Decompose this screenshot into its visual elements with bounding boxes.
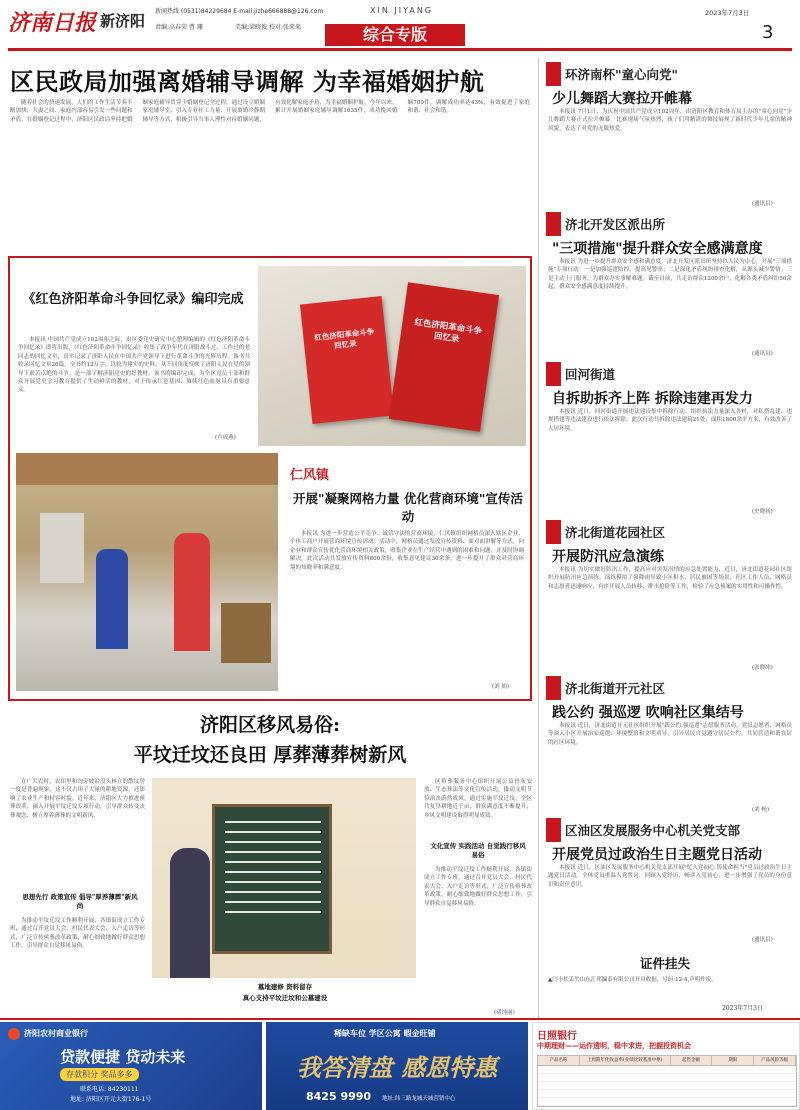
right-story-bar (546, 212, 792, 236)
renhe-body: 本报讯 为进一步营造公平竞争、诚信守法的营商环境，仁风镇组织网格员深入辖区企业、个体工商户开展营商环境宣传活动。活动中，网格员通过发放宣传资料、面对面讲解等方式，向企业和群众宣传优化营商环境相关政策，收集企业在生产经营中遇到的困难和问题，并及时协调解决。此次活动共发放宣传资料800余份，收集意见建议30余条，进一步提升了群众对营商环境的知晓率和满意度。 (290, 531, 524, 571)
photo-person-red (174, 533, 210, 651)
notice-text: ▲闫小松丢失山东汇邦瀛泰有限公司开具收据，号码:12-4,声明作废。 (548, 977, 717, 983)
right-story-headline: 自拆助拆齐上阵 拆除违建再发力 (552, 391, 753, 407)
right-story-body: 本报讯 为进一步提升群众安全感和满意度，济北开发区派出所坚持以人民为中心，开展"三项措施"专项行动：一是加强巡逻防控，提高见警率；二是深化矛盾纠纷排查化解，从源头减少警情；三是主动上门服务，为群众办实事解难题。截至目前，共走访群众1200余户，化解各类矛盾纠纷50余起，群众安全感满意度持续提升。 (548, 259, 792, 291)
book-cover-2 (389, 282, 499, 431)
photo-window (40, 513, 84, 583)
realty-ad[interactable] (266, 1022, 528, 1110)
right-story-byline: (通讯员) (752, 201, 773, 207)
custom-body-1: 在广大农村，农田里和沟旁坡沿没头林立的散坟曾一度是普遍现象，这不仅占用了大量的耕地资源，还影响了农业生产和村容村貌。近年来，济阳区大力推进殡葬改革，深入开展平坟迁坟专项行动，引导群众转变丧葬观念，树立厚养薄葬的文明新风。 (10, 779, 145, 819)
custom-byline: (褚纯丽) (494, 1010, 515, 1016)
right-story-kicker: 回河街道 (565, 367, 616, 382)
photo-counter (221, 603, 271, 663)
realty-addr: 地址:纬三路龙城天城营销中心 (382, 1096, 456, 1102)
bank-tel: 联系电话: 84230111 (80, 1086, 139, 1093)
custom-headline-1: 济阳区移风易俗: (199, 714, 340, 736)
issue-date: 2023年7月3日 (705, 9, 750, 17)
page-number: 3 (762, 22, 774, 43)
bank-name: 济阳农村商业银行 (24, 1029, 88, 1038)
bank2-table-header-cell: 起售金额 (671, 1056, 713, 1065)
bank-addr: 地址: 济阳区开元大街176-1号 (70, 1096, 152, 1103)
photo-person-blue (96, 549, 128, 649)
custom-photo-caption-1: 墓地建修 资料留存 (257, 983, 313, 991)
notice-title: 证件挂失 (640, 956, 691, 971)
right-column-rule (538, 58, 539, 1020)
right-story-headline: 践公约 强巡逻 吹响社区集结号 (552, 705, 744, 721)
right-story-bar (546, 676, 792, 700)
lead-headline: 区民政局加强离婚辅导调解 为幸福婚姻护航 (10, 67, 485, 96)
right-story-kicker: 济北开发区派出所 (565, 217, 666, 232)
right-story-headline: 开展防汛应急演练 (552, 549, 664, 565)
book-byline: (卢成燕) (215, 435, 236, 441)
book-cover-1-title: 红色济阳革命斗争回忆录 (314, 327, 375, 351)
editor-line: 责编:高春荣 曹 珊 (155, 24, 203, 31)
bank-sub: 存款积分 奖品多多 (60, 1068, 139, 1081)
bank2-table-header-cell: 上周期年化收益率(业绩比较基准中枢) (580, 1056, 671, 1065)
photo-board-text (225, 821, 321, 823)
right-story-bar (546, 62, 792, 86)
book-photo (258, 266, 526, 446)
bank-logo-icon (8, 1028, 20, 1040)
photo-person-back (170, 848, 210, 978)
custom-body-3: 区殡葬服务中心组织开展公益骨灰安放、生态葬法等文化宣传活动，推动文明节俭治丧蔚然成风。通过实施平坟迁坟，全区共复垦耕地近千亩，群众满意度不断提升，乡风文明建设取得明显成效。 (424, 779, 532, 819)
custom-sub-2: 文化宣传 实践活动 自觉践行移风易俗 (430, 842, 526, 859)
right-story-bar (546, 520, 792, 544)
right-story-headline: 开展党员过政治生日主题党日活动 (552, 847, 762, 863)
realty-title: 我答清盘 感恩特惠 (296, 1053, 498, 1082)
pinyin: XIN JIYANG (370, 6, 434, 15)
custom-photo-caption-2: 真心支持平坟迁坟和公墓建设 (242, 994, 328, 1002)
right-story-body: 本报讯 近日，济北街道开元社区组织开展"践公约 强巡逻"志愿服务活动，党员志愿者、网格员等深入小区开展治安巡逻、环境整治和文明劝导，引导居民自觉遵守居民公约，共同营造和谐宜居的社区环境。 (548, 723, 792, 746)
right-story-headline: "三项措施"提升群众安全感满意度 (552, 241, 763, 257)
renhe-photo (16, 453, 278, 691)
masthead-rule (8, 48, 792, 51)
renhe-kicker: 仁风镇 (290, 468, 330, 483)
right-story-byline: (通讯员) (752, 351, 773, 357)
right-story-byline: (史晓扬) (752, 509, 773, 515)
realty-tel: 8425 9990 (306, 1090, 372, 1103)
bank2-name: 日照银行 (537, 1031, 577, 1042)
right-story-body: 本报讯 近日，回河街道开展违法建设集中拆除行动，组织执法力量深入各村，对私搭乱建、违规搭建等违法建设进行依法拆除。此次行动共拆除违法建筑21处，面积1800余平方米，有效改善了人居环境。 (548, 409, 792, 432)
lead-body: 随着社会的快速发展，人们的工作生活节奏不断加快，夫妻之间、家庭内部容易引发一些问题和矛盾。在婚姻登记过程中，济阳区民政局坚持把婚姻家庭辅导贯穿于婚姻登记全过程，通过设立婚姻家庭辅导室、引入专业社工力量、开展离婚冷静期辅导等方式，积极引导当事人理性对待婚姻问题，有效化解家庭矛盾，为幸福婚姻护航。今年以来，累计开展婚姻家庭辅导调解1635件，成功挽回婚姻709件，调解成功率达43%，有效促进了家庭和谐、社会和谐。 (10, 100, 530, 123)
right-story-body: 本报讯 7月1日，为庆祝中国共产党成立102周年，由济阳区教育和体育局主办的"童心向党"少儿舞蹈大赛正式拉开帷幕。比赛现场气氛热烈，孩子们用精湛的舞技展现了新时代少年儿童的精神风貌，表达了对党的无限热爱。 (548, 109, 792, 132)
masthead (0, 0, 800, 52)
renhe-headline: 开展"凝聚网格力量 优化营商环境"宣传活动 (293, 491, 523, 524)
art-line: 美编:梁晓俊 校对:张来来 (235, 24, 301, 31)
right-story-body: 本报讯 为切实做好防汛工作，提高应对突发汛情的应急处置能力，近日，济北街道花园社区组织开展防汛应急演练。演练模拟了强降雨导致小区积水、居民被困等场景，社区工作人员、网格员和志愿者迅速响应，有序开展人员转移、排水抢险等工作，检验了应急预案的实用性和可操作性。 (548, 567, 792, 590)
footer-rule (0, 1018, 800, 1020)
bank2-table (537, 1055, 797, 1107)
custom-body-4: 为推动平坟迁坟工作顺利开展，各镇街成立工作专班，通过召开党员大会、村民代表大会、入户走访等形式，广泛宣传殡葬改革政策，耐心细致地做好群众思想工作，引导群众自觉移风易俗。 (424, 867, 532, 907)
bank2-table-rows (538, 1066, 796, 1106)
book-body: 本报讯 中国共产党成立102周年之际，由区委党史研究中心整理编辑的《红色济阳革命斗争回忆录》即将出版。《红色济阳革命斗争回忆录》收集了战争年代在济阳战斗过、工作过的老同志的回忆文章，真实记录了济阳人民在中国共产党领导下进行革命斗争的光辉历程。该书共收录回忆文章26篇，全书约12万字，以较为翔实的史料，从不同角度反映了济阳人民在党的领导下艰苦卓绝的斗争，是一部了解济阳党史的好教材。该书的编印完成，为全区党员干部和群众开展党史学习教育提供了生动鲜活的教材，对于传承红色基因、赓续红色血脉具有重要意义。 (18, 337, 250, 394)
logo-sub: 新济阳 (100, 12, 146, 30)
bank2-table-header-cell: 期限 (712, 1056, 754, 1065)
custom-photo (152, 778, 416, 978)
right-story-byline: (通讯员) (752, 937, 773, 943)
hotline: 新闻热线 (0531)84229684 E-mail:jizhe666888@126.com (155, 8, 324, 15)
photo-board (212, 804, 332, 954)
right-story-bar (546, 362, 792, 386)
right-story-kicker: 济北街道开元社区 (565, 681, 666, 696)
photo-ceiling (16, 453, 278, 485)
custom-headline-2: 平坟迁坟还良田 厚葬薄葬树新风 (133, 744, 407, 766)
bank2-table-header-cell: 产品风险等级 (754, 1056, 796, 1065)
custom-sub-1: 思想先行 政策宣传 倡导"厚养薄葬"新风尚 (22, 893, 138, 910)
right-story-headline: 少儿舞蹈大赛拉开帷幕 (552, 91, 692, 107)
realty-line: 稀缺车位 学区公寓 暇金旺铺 (334, 1029, 436, 1038)
bank-ad[interactable] (0, 1022, 262, 1110)
right-story-kicker: 济北街道花园社区 (565, 525, 666, 540)
bank2-ad[interactable] (532, 1022, 800, 1110)
right-story-byline: (张晓冰) (752, 665, 773, 671)
right-story-byline: (刘 畅) (752, 807, 770, 813)
logo: 济南日报 (8, 10, 97, 36)
right-story-kicker: 区油区发展服务中心机关党支部 (565, 823, 741, 838)
custom-body-2: 为推动平坟迁坟工作顺利开展，各镇街成立工作专班，通过召开党员大会、村民代表大会、入户走访等形式，广泛宣传殡葬改革政策，耐心细致地做好群众思想工作，引导群众自觉移风易俗。 (10, 918, 145, 950)
book-cover-2-title: 红色济阳革命斗争回忆录 (413, 317, 483, 345)
right-story-kicker: 环济南杯"童心向党" (565, 67, 679, 82)
bank-slogan: 贷款便捷 贷动未来 (60, 1048, 186, 1066)
section-banner: 综合专版 (325, 24, 465, 46)
notice-date: 2023年7月3日 (722, 1005, 763, 1012)
right-story-body: 本报讯 近日，区油区发展服务中心机关党支部开展"忆入党初心 铸使命担当"党员过政治生日主题党日活动。全体党员重温入党誓词，回顾入党经历，畅谈入党初心，进一步增强了党员的身份意识和责任意识。 (548, 865, 792, 888)
renhe-byline: (刘 娟) (492, 684, 510, 690)
bank2-table-header (538, 1056, 796, 1066)
bank2-table-header-cell: 产品名称 (538, 1056, 580, 1065)
book-cover-1 (300, 296, 394, 424)
book-headline: 《红色济阳革命斗争回忆录》编印完成 (22, 292, 244, 307)
right-story-bar (546, 818, 792, 842)
bank2-title: 中期理财——运作透明，稳中求进，把握投资机会 (537, 1042, 691, 1050)
